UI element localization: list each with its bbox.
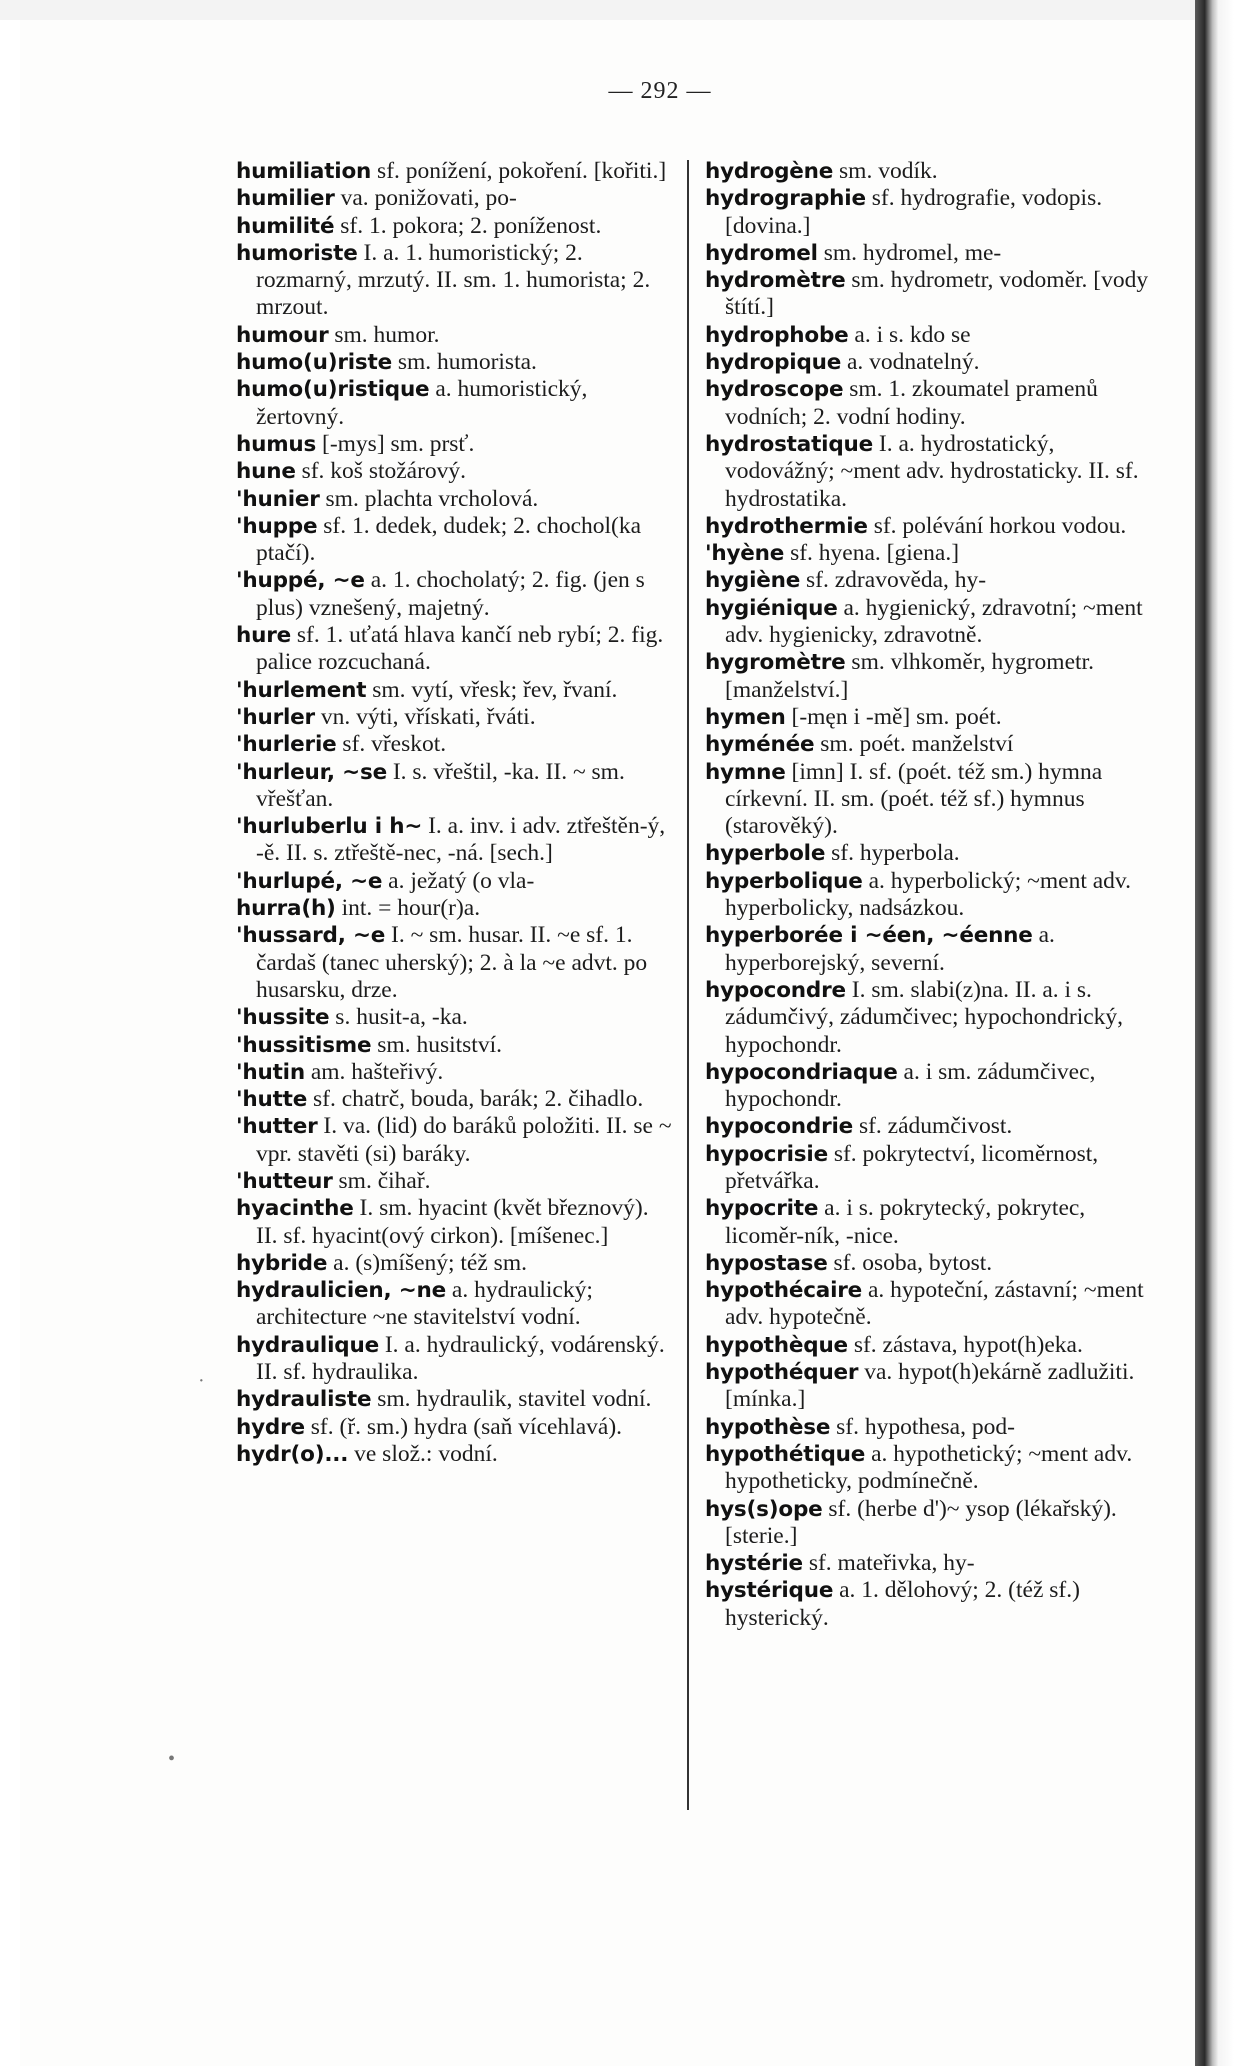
entry-headword: hyperbolique bbox=[705, 868, 863, 894]
dictionary-entry bbox=[236, 813, 673, 868]
entry-headword: hydr(o)... bbox=[236, 1441, 349, 1467]
dictionary-entry bbox=[705, 567, 1160, 594]
entry-headword: hyménée bbox=[705, 732, 815, 758]
entry-definition: I. s. vřeštil, -ka. II. ~ sm. vřešťan. bbox=[256, 758, 625, 812]
entry-definition: sm. hydraulik, stavitel vodní. bbox=[377, 1386, 652, 1413]
entry-headword: hurra(h) bbox=[236, 896, 336, 922]
entry-definition: sf. (ř. sm.) hydra (saň vícehlavá). bbox=[310, 1413, 623, 1440]
dictionary-entry bbox=[705, 1441, 1160, 1496]
dictionary-entry bbox=[705, 1250, 1160, 1277]
entry-definition: a. hyperbolický; ~ment adv. hyperbolicky, nadsázkou. bbox=[725, 867, 1131, 922]
entry-headword: 'hussite bbox=[236, 1005, 330, 1031]
entry-headword: hypostase bbox=[705, 1250, 828, 1276]
entry-headword: hyperborée i ~éen, ~éenne bbox=[705, 923, 1033, 949]
entry-definition: sf. 1. dedek, dudek; 2. chochol(ka ptačí). bbox=[256, 512, 642, 567]
entry-headword: hydroscope bbox=[705, 377, 844, 403]
entry-headword: 'hurleur, ~se bbox=[236, 759, 387, 785]
entry-definition: sm. čihař. bbox=[338, 1167, 431, 1194]
dictionary-entry bbox=[236, 677, 673, 704]
entry-definition: sf. 1. pokora; 2. poníženost. bbox=[340, 212, 602, 239]
dictionary-entry bbox=[236, 1086, 673, 1113]
entry-headword: hygromètre bbox=[705, 650, 846, 676]
entry-definition: sf. hyena. [giena.] bbox=[790, 540, 960, 567]
entry-headword: hypocondre bbox=[705, 977, 846, 1003]
entry-headword: humo(u)riste bbox=[236, 350, 392, 376]
entry-headword: hypothèse bbox=[705, 1414, 831, 1440]
entry-definition: I. a. hydrostatický, vodovážný; ~ment adv. hydrostaticky. II. sf. hydrostatika. bbox=[725, 430, 1139, 512]
entry-headword: humour bbox=[236, 322, 329, 348]
dictionary-entry bbox=[705, 1496, 1160, 1551]
entry-headword: hys(s)ope bbox=[705, 1496, 823, 1522]
dictionary-entry bbox=[236, 1414, 673, 1441]
entry-headword: hypocrisie bbox=[705, 1141, 828, 1167]
dictionary-entry bbox=[236, 1032, 673, 1059]
dictionary-entry bbox=[236, 1250, 673, 1277]
dictionary-entry bbox=[236, 1277, 673, 1332]
entry-headword: hypocrite bbox=[705, 1196, 819, 1222]
dictionary-entry bbox=[705, 322, 1160, 349]
dictionary-entry bbox=[705, 1332, 1160, 1359]
entry-definition: a. i s. pokrytecký, pokrytec, licoměr-ník, -nice. bbox=[725, 1195, 1086, 1249]
entry-definition: a. i sm. zádumčivec, hypochondr. bbox=[725, 1058, 1096, 1113]
entry-headword: 'huppe bbox=[236, 513, 318, 539]
entry-definition: sf. ponížení, pokoření. [kořiti.] bbox=[377, 158, 667, 184]
entry-headword: 'hurler bbox=[236, 704, 315, 730]
entry-definition: sf. (herbe d')~ ysop (lékařský). [sterie.] bbox=[725, 1495, 1117, 1549]
dictionary-entry bbox=[236, 185, 673, 212]
entry-headword: humilité bbox=[236, 213, 335, 239]
entry-definition: sm. hydrometr, vodoměr. [vody štítí.] bbox=[725, 267, 1149, 321]
entry-definition: sm. vlhkoměr, hygrometr. [manželství.] bbox=[725, 649, 1094, 703]
dictionary-entry bbox=[705, 595, 1160, 650]
entry-headword: hymen bbox=[705, 704, 786, 730]
entry-definition: sm. hydromel, me- bbox=[823, 239, 1002, 266]
dictionary-entry bbox=[705, 1277, 1160, 1332]
dictionary-entry bbox=[705, 376, 1160, 431]
dictionary-entry bbox=[705, 1195, 1160, 1250]
dictionary-entry bbox=[236, 1441, 673, 1468]
dictionary-entry bbox=[705, 731, 1160, 758]
dictionary-entry bbox=[705, 1550, 1160, 1577]
entry-headword: 'hurlupé, ~e bbox=[236, 868, 383, 894]
entry-headword: humoriste bbox=[236, 240, 358, 266]
entry-headword: hyperbole bbox=[705, 841, 826, 867]
entry-headword: 'hussitisme bbox=[236, 1032, 372, 1058]
scan-top-margin bbox=[0, 0, 1234, 20]
dictionary-entry bbox=[236, 458, 673, 485]
entry-headword: hypothéquer bbox=[705, 1360, 859, 1386]
column-divider bbox=[687, 160, 689, 1810]
entry-definition: sm. vodík. bbox=[839, 158, 938, 184]
dictionary-entry bbox=[236, 1059, 673, 1086]
dictionary-entry bbox=[705, 1359, 1160, 1414]
entry-definition: a. humoristický, žertovný. bbox=[256, 376, 588, 430]
entry-definition: [-mys] sm. prsť. bbox=[322, 430, 475, 457]
entry-definition: sf. polévání horkou vodou. bbox=[873, 512, 1127, 539]
entry-definition: a. hypoteční, zástavní; ~ment adv. hypotečně. bbox=[725, 1277, 1144, 1331]
entry-definition: sf. zástava, hypot(h)eka. bbox=[853, 1331, 1083, 1358]
entry-headword: 'hurlement bbox=[236, 677, 367, 703]
dictionary-entry bbox=[705, 1414, 1160, 1441]
dictionary-entry bbox=[236, 431, 673, 458]
entry-headword: 'hurlerie bbox=[236, 732, 337, 758]
entry-headword: humiliation bbox=[236, 159, 372, 184]
entry-definition: I. a. inv. i adv. ztřeštěn-ý, -ě. II. s. ztřeště-nec, -ná. [sech.] bbox=[256, 813, 666, 867]
dictionary-entry bbox=[236, 1004, 673, 1031]
entry-definition: sf. hypothesa, pod- bbox=[836, 1413, 1015, 1440]
entry-definition: vn. výti, vřískati, řváti. bbox=[320, 703, 536, 730]
entry-definition: am. hašteřivý. bbox=[310, 1058, 444, 1085]
book-binding-edge bbox=[1195, 0, 1234, 2066]
entry-definition: I. a. hydraulický, vodárenský. II. sf. hydraulika. bbox=[256, 1331, 665, 1386]
entry-headword: hydrothermie bbox=[705, 513, 868, 539]
dictionary-entry bbox=[236, 322, 673, 349]
entry-definition: sf. 1. uťatá hlava kančí neb rybí; 2. fig. palice rozcuchaná. bbox=[256, 622, 664, 676]
entry-definition: sf. koš stožárový. bbox=[301, 458, 467, 485]
dictionary-entry bbox=[236, 1332, 673, 1387]
entry-definition: sf. chatrč, bouda, barák; 2. čihadlo. bbox=[313, 1086, 644, 1113]
entry-definition: a. hypothetický; ~ment adv. hypotheticky, podmínečně. bbox=[725, 1440, 1133, 1495]
entry-headword: hypothécaire bbox=[705, 1278, 863, 1304]
entry-definition: sm. humorista. bbox=[397, 349, 537, 376]
dictionary-entry bbox=[236, 567, 673, 622]
entry-definition: a. ježatý (o vla- bbox=[388, 867, 535, 894]
dictionary-entry bbox=[236, 513, 673, 568]
entry-headword: 'huppé, ~e bbox=[236, 568, 365, 594]
dictionary-entry bbox=[705, 1059, 1160, 1114]
entry-headword: hypothétique bbox=[705, 1441, 866, 1467]
entry-definition: sf. zdravověda, hy- bbox=[806, 567, 987, 594]
entry-definition: sf. vřeskot. bbox=[342, 731, 447, 758]
entry-headword: hymne bbox=[705, 759, 786, 785]
entry-definition: s. husit-a, -ka. bbox=[335, 1004, 468, 1031]
entry-headword: humus bbox=[236, 431, 317, 457]
entry-definition: [imn] I. sf. (poét. též sm.) hymna církevní. II. sm. (poét. též sf.) hymnus (starověký). bbox=[725, 758, 1103, 840]
dictionary-entry bbox=[705, 759, 1160, 841]
dictionary-entry bbox=[236, 704, 673, 731]
entry-definition: a. hydraulický; architecture ~ne stavitelství vodní. bbox=[256, 1277, 593, 1331]
entry-definition: sm. plachta vrcholová. bbox=[325, 485, 539, 512]
entry-definition: sf. zádumčivost. bbox=[858, 1113, 1013, 1140]
entry-definition: a. hyperborejský, severní. bbox=[725, 922, 1055, 976]
entry-headword: hystérie bbox=[705, 1551, 803, 1577]
entry-headword: hygiène bbox=[705, 568, 801, 594]
entry-definition: sm. humor. bbox=[334, 321, 440, 348]
dictionary-entry bbox=[705, 185, 1160, 240]
dictionary-entry bbox=[705, 240, 1160, 267]
dictionary-entry bbox=[236, 868, 673, 895]
dictionary-entry bbox=[236, 240, 673, 322]
dictionary-entry bbox=[705, 704, 1160, 731]
dictionary-entry bbox=[705, 840, 1160, 867]
page-number: — 292 — bbox=[608, 78, 712, 104]
entry-headword: 'hutin bbox=[236, 1059, 305, 1085]
dictionary-entry bbox=[705, 540, 1160, 567]
entry-definition: I. ~ sm. husar. II. ~e sf. 1. čardaš (tanec uherský); 2. à la ~e advt. po husarsku, drze. bbox=[256, 922, 648, 1003]
entry-definition: sm. husitství. bbox=[377, 1031, 502, 1058]
dictionary-entry bbox=[705, 977, 1160, 1059]
entry-headword: hure bbox=[236, 623, 291, 649]
dictionary-entry bbox=[705, 267, 1160, 322]
entry-definition: a. 1. dělohový; 2. (též sf.) hysterický. bbox=[725, 1577, 1080, 1631]
dictionary-entry bbox=[705, 1113, 1160, 1140]
entry-definition: sf. hydrografie, vodopis. [dovina.] bbox=[725, 185, 1103, 239]
dictionary-entry bbox=[236, 486, 673, 513]
entry-definition: sf. mateřivka, hy- bbox=[808, 1550, 975, 1577]
entry-headword: hydromètre bbox=[705, 268, 846, 294]
entry-definition: a. i s. kdo se bbox=[854, 321, 971, 348]
entry-definition: sm. poét. manželství bbox=[820, 731, 1014, 758]
dictionary-entry bbox=[236, 622, 673, 677]
entry-definition: va. hypot(h)ekárně zadlužiti. [mínka.] bbox=[725, 1359, 1135, 1413]
entry-headword: hydrostatique bbox=[705, 431, 873, 457]
dictionary-entry bbox=[236, 895, 673, 922]
entry-headword: hydraulicien, ~ne bbox=[236, 1278, 447, 1304]
entry-headword: hystérique bbox=[705, 1578, 834, 1604]
entry-definition: a. 1. chocholatý; 2. fig. (jen s plus) vznešený, majetný. bbox=[256, 567, 645, 621]
margin-dot: • bbox=[168, 1748, 176, 1770]
entry-headword: hygiénique bbox=[705, 595, 838, 621]
dictionary-entry bbox=[236, 922, 673, 1004]
entry-definition: ve slož.: vodní. bbox=[354, 1440, 498, 1467]
entry-headword: 'hutte bbox=[236, 1087, 308, 1113]
entry-headword: 'hussard, ~e bbox=[236, 923, 386, 949]
entry-definition: int. = hour(r)a. bbox=[341, 895, 481, 922]
entry-headword: 'hutter bbox=[236, 1114, 318, 1140]
entry-headword: 'hunier bbox=[236, 486, 320, 512]
margin-dot: · bbox=[198, 1370, 205, 1392]
entry-definition: sf. osoba, bytost. bbox=[833, 1249, 993, 1276]
dictionary-entry bbox=[705, 868, 1160, 923]
entry-headword: hybride bbox=[236, 1250, 328, 1276]
dictionary-entry bbox=[705, 158, 1160, 185]
entry-headword: hydropique bbox=[705, 350, 842, 376]
entry-headword: hydrauliste bbox=[236, 1387, 372, 1413]
entry-headword: hydrogène bbox=[705, 159, 834, 184]
entry-headword: hydraulique bbox=[236, 1332, 379, 1358]
entry-headword: hydromel bbox=[705, 240, 818, 266]
dictionary-entry bbox=[236, 1113, 673, 1168]
entry-definition: a. hygienický, zdravotní; ~ment adv. hygienicky, zdravotně. bbox=[725, 594, 1143, 649]
entry-headword: 'hutteur bbox=[236, 1168, 333, 1194]
dictionary-entry bbox=[705, 1141, 1160, 1196]
entry-definition: a. vodnatelný. bbox=[847, 349, 980, 376]
entry-headword: hydre bbox=[236, 1414, 305, 1440]
entry-headword: hypothèque bbox=[705, 1332, 848, 1358]
dictionary-entry bbox=[236, 731, 673, 758]
dictionary-entry bbox=[236, 759, 673, 814]
dictionary-entry bbox=[236, 1168, 673, 1195]
dictionary-entry bbox=[705, 513, 1160, 540]
entry-definition: I. sm. hyacint (květ březnový). II. sf. hyacint(ový cirkon). [míšenec.] bbox=[256, 1195, 649, 1249]
entry-headword: hydrographie bbox=[705, 186, 866, 212]
left-column bbox=[236, 158, 673, 1468]
dictionary-entry bbox=[236, 376, 673, 431]
dictionary-entry bbox=[236, 158, 673, 185]
dictionary-entry bbox=[705, 1577, 1160, 1632]
entry-definition: sf. hyperbola. bbox=[831, 840, 960, 867]
dictionary-entry bbox=[705, 349, 1160, 376]
entry-headword: hyacinthe bbox=[236, 1196, 354, 1222]
entry-definition: va. ponižovati, po- bbox=[340, 185, 517, 212]
entry-headword: hypocondriaque bbox=[705, 1059, 898, 1085]
dictionary-entry bbox=[705, 431, 1160, 513]
entry-headword: hypocondrie bbox=[705, 1114, 854, 1140]
dictionary-entry bbox=[705, 922, 1160, 977]
entry-definition: I. va. (lid) do baráků položiti. II. se ~ vpr. stavěti (si) baráky. bbox=[256, 1113, 672, 1167]
entry-definition: sm. 1. zkoumatel pramenů vodních; 2. vodní hodiny. bbox=[725, 376, 1098, 430]
entry-headword: hune bbox=[236, 459, 296, 485]
right-column bbox=[705, 158, 1160, 1632]
entry-headword: humo(u)ristique bbox=[236, 377, 430, 403]
dictionary-entry bbox=[236, 1195, 673, 1250]
entry-definition: a. (s)míšený; též sm. bbox=[333, 1249, 527, 1276]
entry-headword: 'hyène bbox=[705, 541, 785, 567]
entry-definition: I. a. 1. humoristický; 2. rozmarný, mrzutý. II. sm. 1. humorista; 2. mrzout. bbox=[256, 239, 651, 321]
dictionary-entry bbox=[705, 649, 1160, 704]
entry-definition: I. sm. slabi(z)na. II. a. i s. zádumčivý, zádumčivec; hypochondrický, hypochondr. bbox=[725, 976, 1124, 1058]
dictionary-entry bbox=[236, 349, 673, 376]
entry-definition: [-męn i -mě] sm. poét. bbox=[791, 703, 1002, 730]
dictionary-entry bbox=[236, 1386, 673, 1413]
entry-headword: 'hurluberlu i h~ bbox=[236, 814, 423, 840]
dictionary-entry bbox=[236, 213, 673, 240]
entry-headword: humilier bbox=[236, 186, 335, 212]
entry-headword: hydrophobe bbox=[705, 322, 849, 348]
entry-definition: sm. vytí, vřesk; řev, řvaní. bbox=[372, 676, 618, 703]
entry-definition: sf. pokrytectví, licoměrnost, přetvářka. bbox=[725, 1140, 1099, 1194]
